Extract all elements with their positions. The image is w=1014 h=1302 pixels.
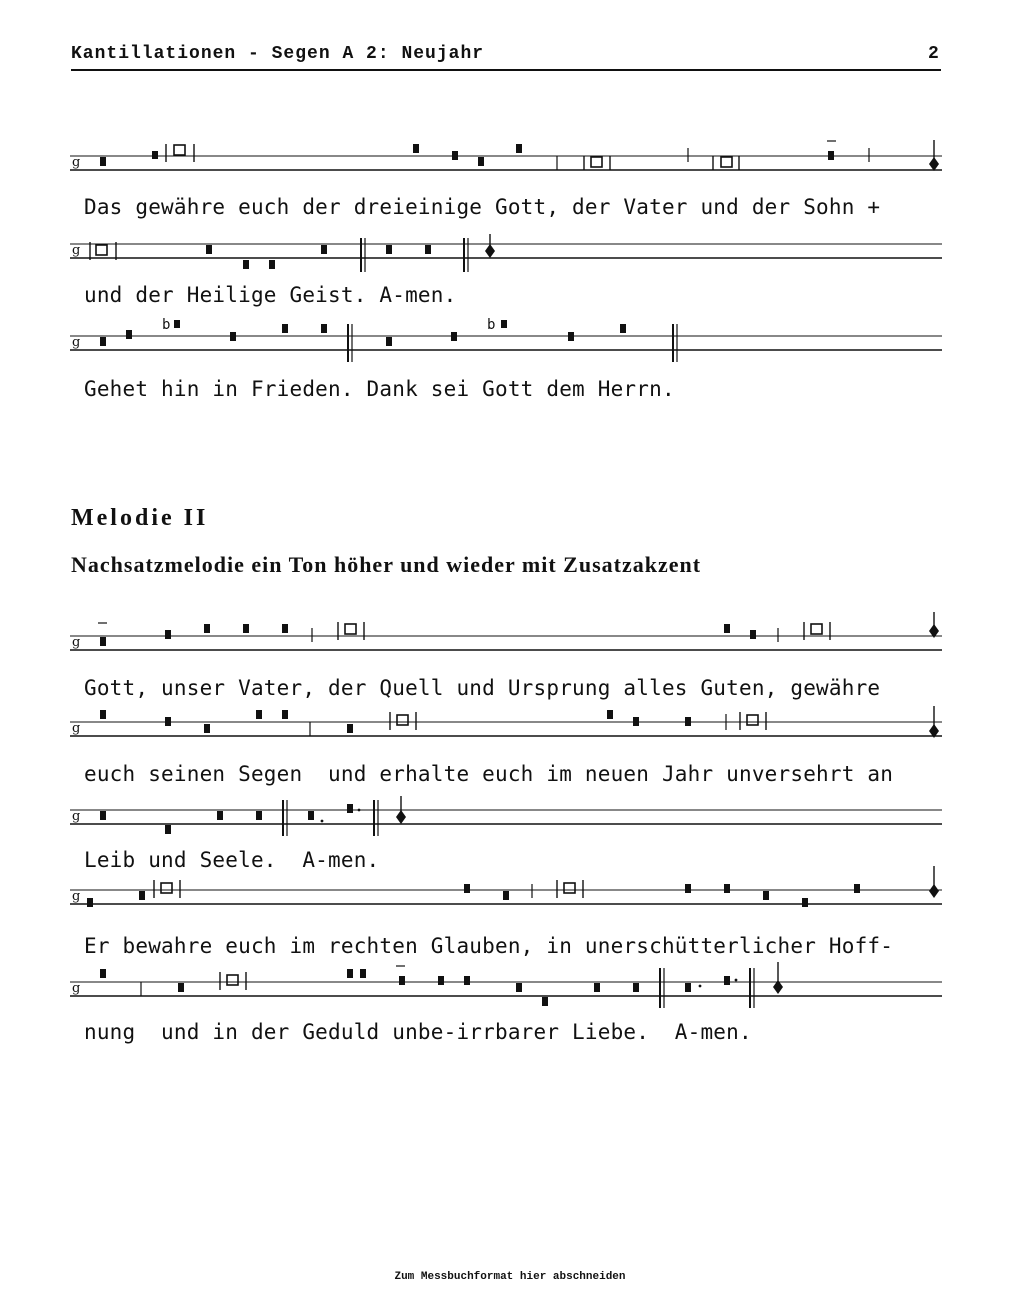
lyric-line: Gott, unser Vater, der Quell und Ursprung alles Guten, gewähre	[84, 676, 881, 700]
music-staff	[70, 866, 942, 906]
music-staff	[70, 316, 942, 356]
music-staff	[70, 706, 942, 746]
lyric-line: Er bewahre euch im rechten Glauben, in unerschütterlicher Hoff-	[84, 934, 894, 958]
lyric-line: nung und in der Geduld unbe-irrbarer Liebe. A-men.	[84, 1020, 752, 1044]
header-rule	[71, 69, 941, 71]
music-staff	[70, 796, 942, 836]
lyric-line: Leib und Seele. A-men.	[84, 848, 380, 872]
music-staff	[70, 962, 942, 1002]
section-heading: Melodie II	[71, 505, 209, 531]
svg-text:g: g	[72, 335, 81, 350]
svg-text:g: g	[72, 243, 81, 258]
svg-text:g: g	[72, 981, 81, 996]
svg-text:g: g	[72, 809, 81, 824]
svg-text:g: g	[72, 155, 81, 170]
svg-text:b: b	[162, 317, 171, 333]
music-staff	[70, 234, 942, 274]
music-staff	[70, 140, 942, 180]
page-header-title: Kantillationen - Segen A 2: Neujahr	[71, 44, 485, 64]
svg-text:g: g	[72, 721, 81, 736]
music-staff	[70, 612, 942, 652]
svg-text:g: g	[72, 635, 81, 650]
svg-text:b: b	[487, 317, 496, 333]
section-subheading: Nachsatzmelodie ein Ton höher und wieder mit Zusatzakzent	[71, 552, 702, 577]
lyric-line: Gehet hin in Frieden. Dank sei Gott dem Herrn.	[84, 377, 675, 401]
lyric-line: Das gewähre euch der dreieinige Gott, der Vater und der Sohn +	[84, 195, 881, 219]
lyric-line: und der Heilige Geist. A-men.	[84, 283, 457, 307]
footer-note: Zum Messbuchformat hier abschneiden	[394, 1271, 626, 1283]
page-number: 2	[928, 44, 939, 64]
lyric-line: euch seinen Segen und erhalte euch im neuen Jahr unversehrt an	[84, 762, 894, 786]
svg-text:g: g	[72, 889, 81, 904]
